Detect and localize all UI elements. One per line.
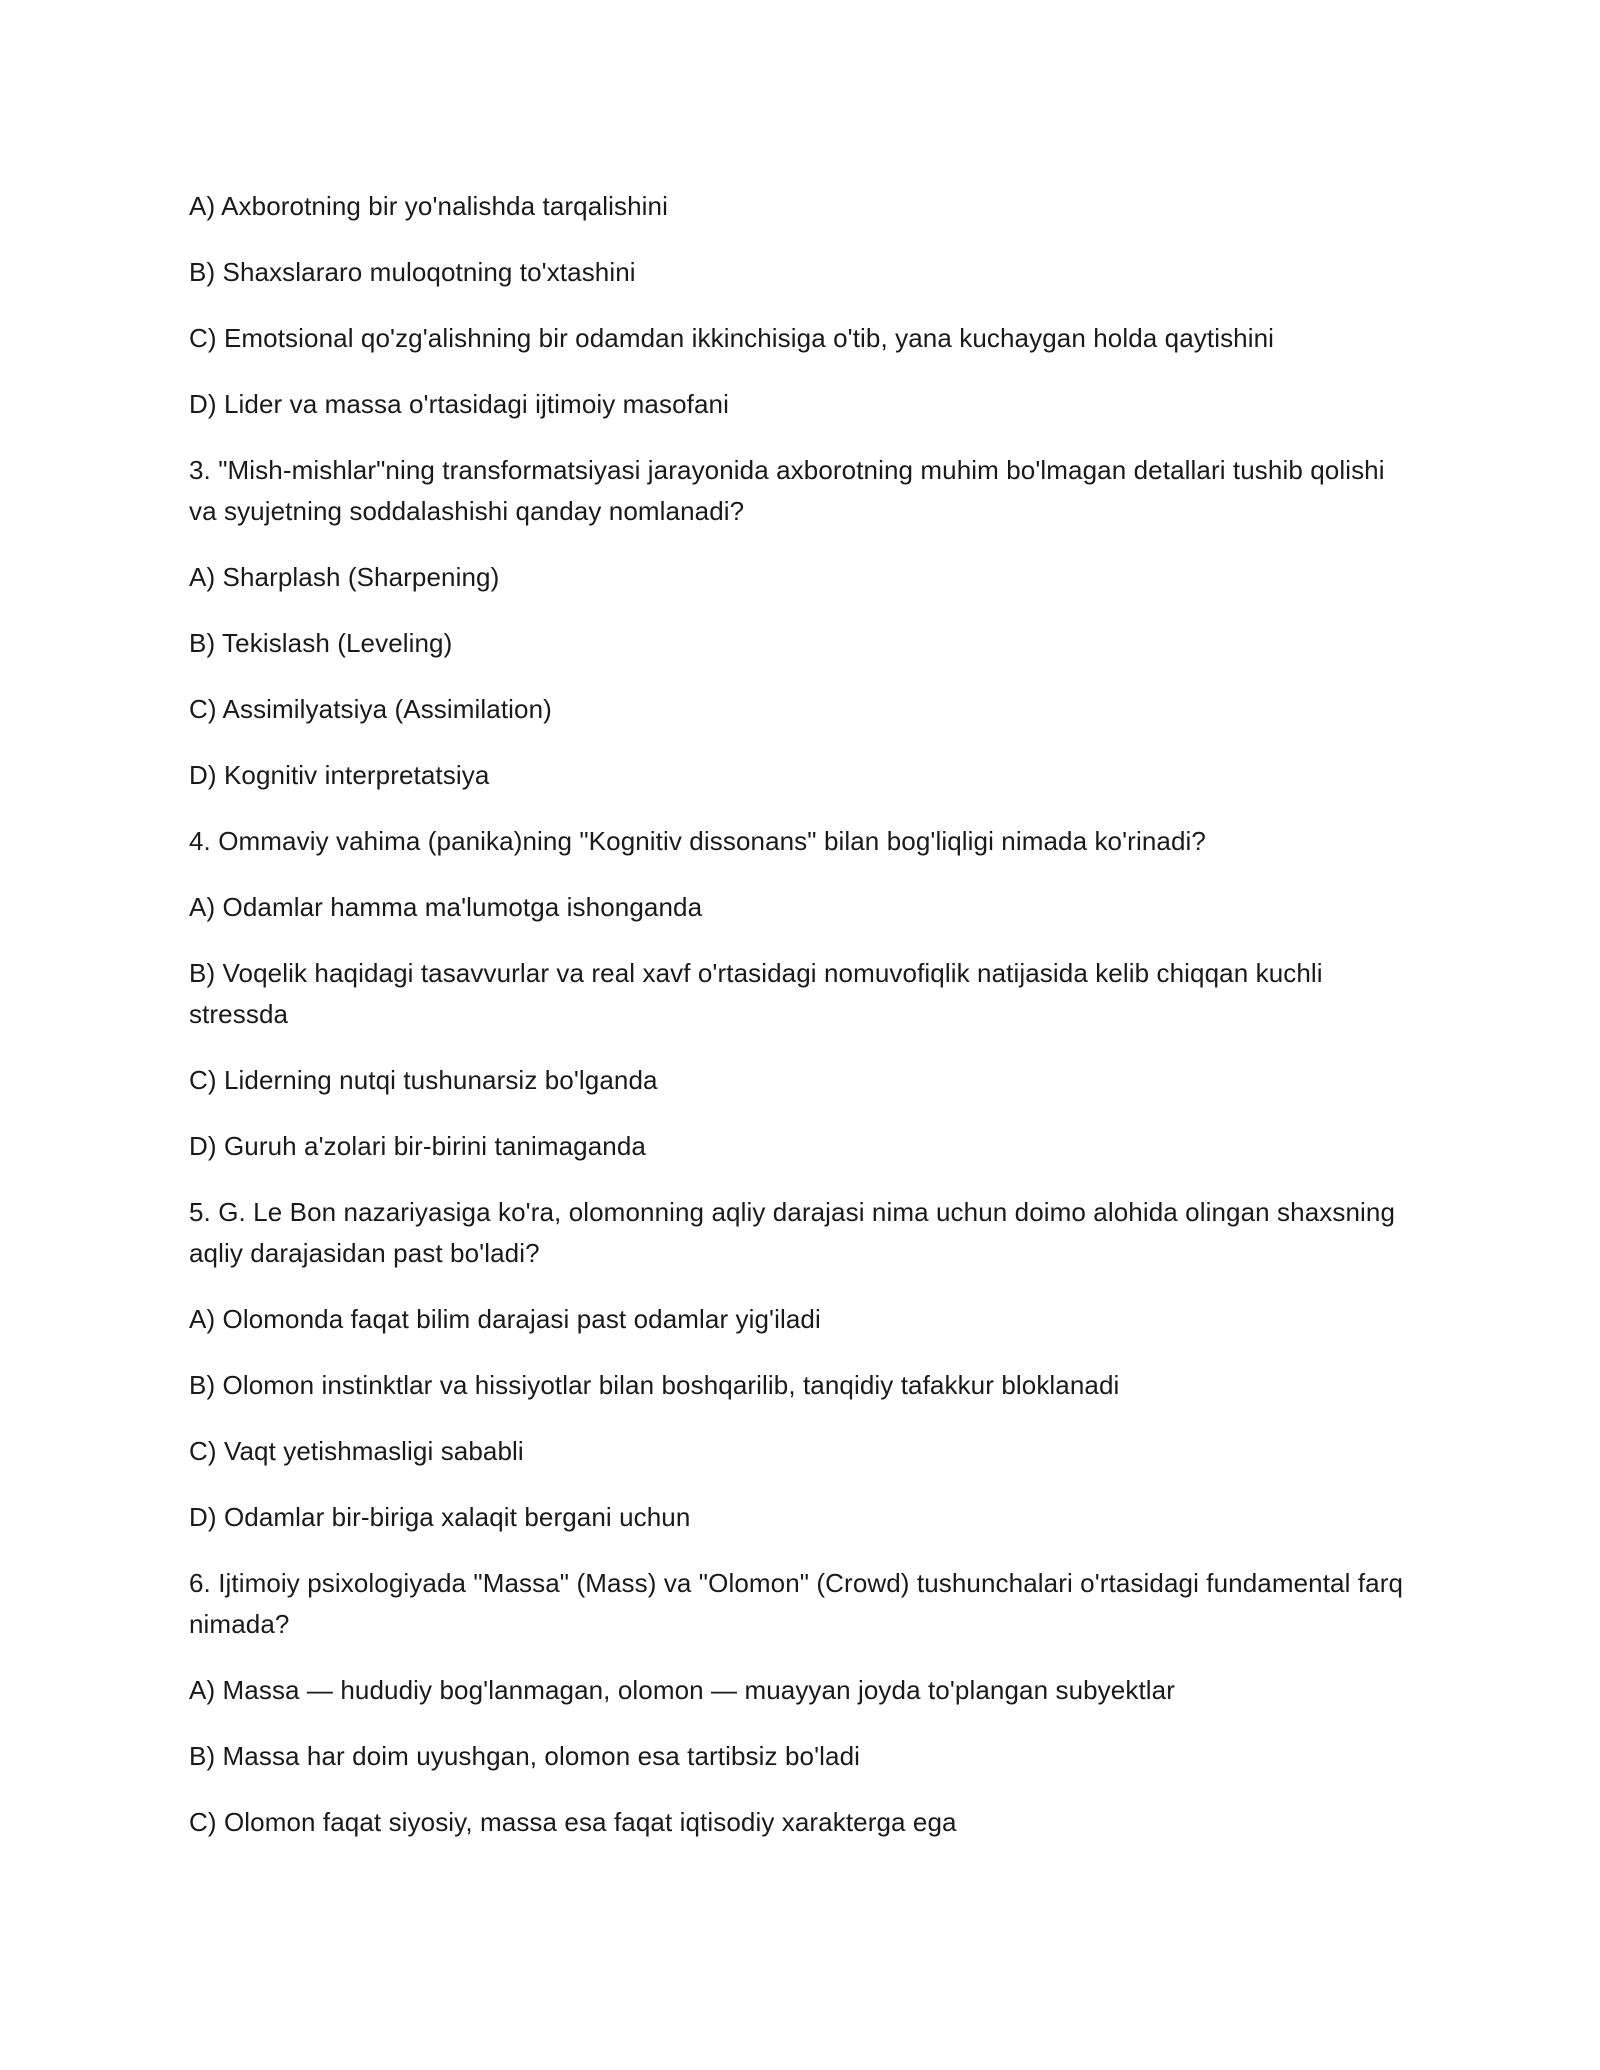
answer-option: C) Assimilyatsiya (Assimilation): [189, 694, 552, 724]
answer-option: A) Olomonda faqat bilim darajasi past odamlar yig'iladi: [189, 1304, 821, 1334]
question-5: 5. G. Le Bon nazariyasiga ko'ra, olomonning aqliy darajasi nima uchun doimo alohida olingan shaxsning aqliy darajasidan past bo'ladi?: [189, 1197, 1396, 1268]
answer-option: D) Guruh a'zolari bir-birini tanimaganda: [189, 1131, 646, 1161]
answer-option: B) Olomon instinktlar va hissiyotlar bilan boshqarilib, tanqidiy tafakkur bloklanadi: [189, 1370, 1120, 1400]
answer-option: C) Vaqt yetishmasligi sababli: [189, 1436, 524, 1466]
answer-option: D) Odamlar bir-biriga xalaqit bergani uchun: [189, 1502, 691, 1532]
answer-option: B) Shaxslararo muloqotning to'xtashini: [189, 257, 636, 287]
answer-option: B) Tekislash (Leveling): [189, 628, 453, 658]
answer-option: B) Massa har doim uyushgan, olomon esa tartibsiz bo'ladi: [189, 1741, 861, 1771]
answer-option: B) Voqelik haqidagi tasavvurlar va real xavf o'rtasidagi nomuvofiqlik natijasida kelib chiqqan kuchli stressda: [189, 958, 1323, 1029]
answer-option: A) Massa — hududiy bog'lanmagan, olomon — muayyan joyda to'plangan subyektlar: [189, 1675, 1175, 1705]
answer-option: C) Liderning nutqi tushunarsiz bo'lganda: [189, 1065, 658, 1095]
question-6: 6. Ijtimoiy psixologiyada "Massa" (Mass) va "Olomon" (Crowd) tushunchalari o'rtasidagi fundamental farq nimada?: [189, 1568, 1404, 1639]
answer-option: D) Kognitiv interpretatsiya: [189, 760, 490, 790]
answer-option: C) Olomon faqat siyosiy, massa esa faqat iqtisodiy xarakterga ega: [189, 1807, 957, 1837]
answer-option: A) Sharplash (Sharpening): [189, 562, 500, 592]
answer-option: D) Lider va massa o'rtasidagi ijtimoiy masofani: [189, 389, 729, 419]
question-3: 3. "Mish-mishlar"ning transformatsiyasi jarayonida axborotning muhim bo'lmagan detallari tushib qolishi va syujetning soddalashishi qanday nomlanadi?: [189, 455, 1385, 526]
answer-option: C) Emotsional qo'zg'alishning bir odamdan ikkinchisiga o'tib, yana kuchaygan holda qaytishini: [189, 323, 1275, 353]
answer-option: A) Axborotning bir yo'nalishda tarqalishini: [189, 191, 668, 221]
answer-option: A) Odamlar hamma ma'lumotga ishonganda: [189, 892, 703, 922]
document-content: [189, 186, 1409, 1868]
question-4: 4. Ommaviy vahima (panika)ning "Kognitiv dissonans" bilan bog'liqligi nimada ko'rinadi?: [189, 826, 1206, 856]
